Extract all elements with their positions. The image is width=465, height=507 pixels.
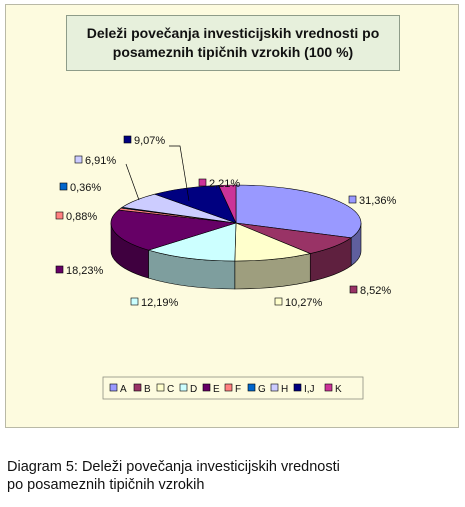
figure-caption (7, 458, 457, 494)
legend-label-b: B (144, 384, 151, 395)
data-label-swatch-k (199, 179, 206, 186)
data-label-swatch-e (56, 266, 63, 273)
legend-label-g: G (258, 384, 266, 395)
legend-swatch-h (271, 384, 278, 391)
data-label-swatch-d (131, 298, 138, 305)
data-label-swatch-g (60, 183, 67, 190)
data-label-swatch-f (56, 212, 63, 219)
legend-swatch-b (134, 384, 141, 391)
legend-label-f: F (235, 384, 242, 395)
data-label-d: 12,19% (141, 297, 179, 309)
legend-label-d: D (190, 384, 198, 395)
legend-swatch-d (180, 384, 187, 391)
legend-label-i-j: I,J (304, 384, 315, 395)
data-label-a: 31,36% (359, 195, 397, 207)
data-label-c: 10,27% (285, 297, 323, 309)
legend-label-c: C (167, 384, 175, 395)
data-label-swatch-c (275, 298, 282, 305)
chart-title: Deleži povečanja investicijskih vrednosti po posameznih tipičnih vzrokih (100 %) (86, 25, 380, 60)
data-label-g: 0,36% (70, 182, 102, 194)
data-label-swatch-i-j (124, 136, 131, 143)
legend-swatch-c (157, 384, 164, 391)
legend-swatch-f (225, 384, 232, 391)
legend-swatch-i-j (294, 384, 301, 391)
data-label-f: 0,88% (66, 211, 98, 223)
legend-label-k: K (335, 384, 342, 395)
pie-top (111, 185, 361, 261)
pie-chart (6, 5, 460, 429)
data-label-swatch-h (75, 156, 82, 163)
data-label-i-j: 9,07% (134, 135, 166, 147)
legend (103, 377, 363, 399)
legend-label-e: E (213, 384, 220, 395)
legend-swatch-a (110, 384, 117, 391)
data-label-h: 6,91% (85, 155, 117, 167)
data-label-swatch-a (349, 196, 356, 203)
legend-label-h: H (281, 384, 289, 395)
legend-swatch-g (248, 384, 255, 391)
chart-panel (5, 4, 459, 428)
data-label-b: 8,52% (360, 285, 392, 297)
legend-label-a: A (120, 384, 127, 395)
legend-box (103, 377, 363, 399)
caption-line-2: po posameznih tipičnih vzrokih (7, 477, 205, 493)
legend-swatch-e (203, 384, 210, 391)
caption-line-1: Diagram 5: Deleži povečanja investicijskih vrednosti (7, 459, 340, 475)
data-label-swatch-b (350, 286, 357, 293)
leader-line-h (126, 164, 139, 200)
data-label-e: 18,23% (66, 265, 104, 277)
legend-swatch-k (325, 384, 332, 391)
data-label-k: 2,21% (209, 178, 241, 190)
